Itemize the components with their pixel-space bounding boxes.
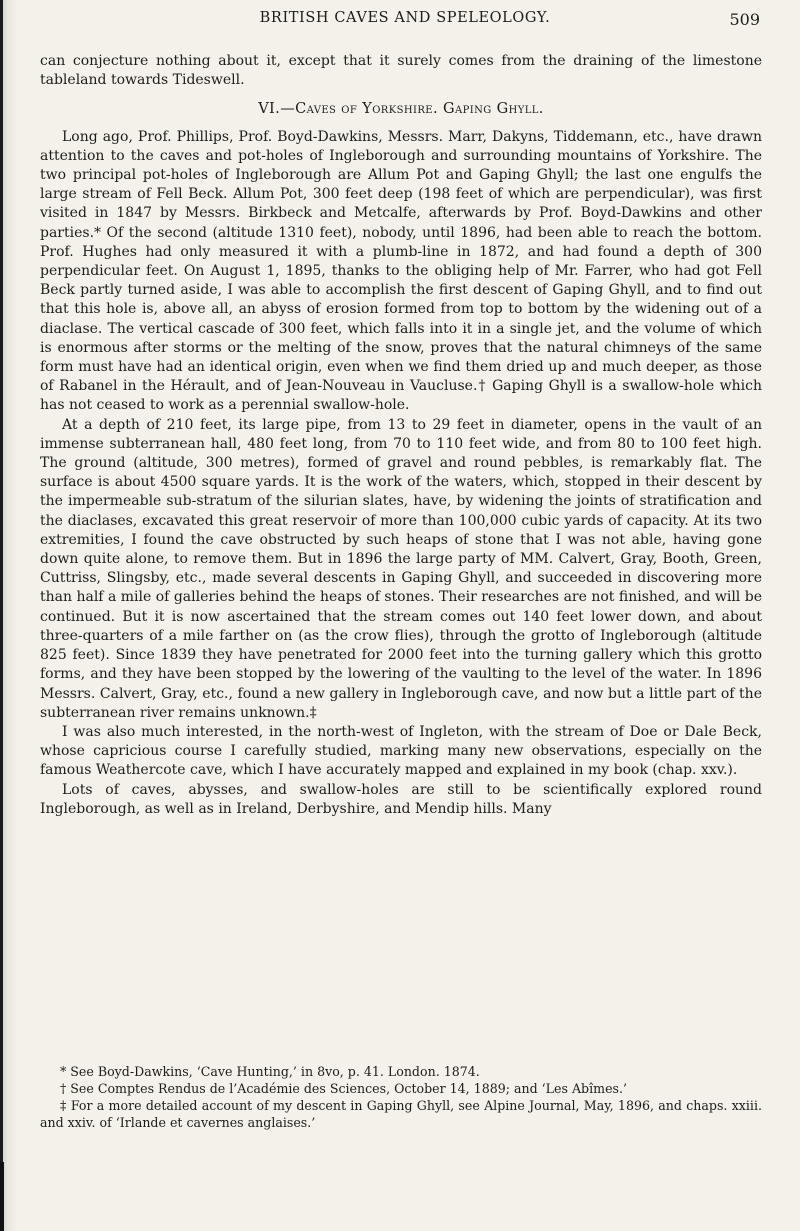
- paragraph: Lots of caves, abysses, and swallow-holes are still to be scientifically explored round Ingleborough, as well as in Ireland, Derbyshire, and Mendip hills. Many: [40, 781, 762, 817]
- running-head: [40, 10, 770, 34]
- page-binding-edge: [0, 0, 18, 1231]
- running-title: BRITISH CAVES AND SPELEOLOGY.: [259, 10, 551, 26]
- page-number: 509: [729, 10, 760, 29]
- binding-shadow: [0, 1162, 4, 1231]
- opening-paragraph: can conjecture nothing about it, except that it surely comes from the draining of the limestone tableland towards Tideswell.: [40, 53, 762, 89]
- paragraph: I was also much interested, in the north-west of Ingleton, with the stream of Doe or Dale Beck, whose capricious course I carefully studied, marking many new observations, especially on the famous Weathercote cave, which I have accurately mapped and explained in my book (chap. xxv.).: [40, 723, 762, 779]
- body-text: [40, 52, 762, 819]
- paragraph: At a depth of 210 feet, its large pipe, from 13 to 29 feet in diameter, opens in the vault of an immense subterranean hall, 480 feet long, from 70 to 110 feet wide, and from 80 to 100 feet high. The ground (altitude, 300 metres), formed of gravel and round pebbles, is remarkably flat. The surface is about 4500 square yards. It is the work of the waters, which, stopped in their descent by the impermeable sub-stratum of the silurian slates, have, by widening the joints of stratification and the diaclases, excavated this great reservoir of more than 100,000 cubic yards of capacity. At its two extremities, I found the cave obstructed by such heaps of stone that I was not able, having gone down quite alone, to remove them. But in 1896 the large party of MM. Calvert, Gray, Booth, Green, Cuttriss, Slingsby, etc., made several descents in Gaping Ghyll, and succeeded in discovering more than half a mile of galleries behind the heaps of stones. Their researches are not finished, and will be continued. But it is now ascertained that the stream comes out 140 feet lower down, and about three-quarters of a mile farther on (as the crow flies), through the grotto of Ingleborough (altitude 825 feet). Since 1839 they have penetrated for 2000 feet into the turning gallery which this grotto forms, and they have been stopped by the lowering of the vaulting to the level of the water. In 1896 Messrs. Calvert, Gray, etc., found a new gallery in Ingleborough cave, and now but a little part of the subterranean river remains unknown.‡: [40, 416, 762, 721]
- footnote: ‡ For a more detailed account of my descent in Gaping Ghyll, see Alpine Journal, May, 1896, and chaps. xxiii. and xxiv. of ‘Irlande et cavernes anglaises.’: [40, 1098, 762, 1130]
- footnote: * See Boyd-Dawkins, ‘Cave Hunting,’ in 8vo, p. 41. London. 1874.: [60, 1064, 480, 1079]
- footnotes: [40, 1063, 762, 1131]
- footnote: † See Comptes Rendus de l’Académie des Sciences, October 14, 1889; and ‘Les Abîmes.’: [60, 1081, 628, 1096]
- paragraph: Long ago, Prof. Phillips, Prof. Boyd-Dawkins, Messrs. Marr, Dakyns, Tiddemann, etc., have drawn attention to the caves and pot-holes of Ingleborough and surrounding mountains of Yorkshire. The two principal pot-holes of Ingleborough are Allum Pot and Gaping Ghyll; the last one engulfs the large stream of Fell Beck. Allum Pot, 300 feet deep (198 feet of which are perpendicular), was first visited in 1847 by Messrs. Birkbeck and Metcalfe, afterwards by Prof. Boyd-Dawkins and other parties.* Of the second (altitude 1310 feet), nobody, until 1896, had been able to reach the bottom. Prof. Hughes had only measured it with a plumb-line in 1872, and had found a depth of 300 perpendicular feet. On August 1, 1895, thanks to the obliging help of Mr. Farrer, who had got Fell Beck partly turned aside, I was able to accomplish the first descent of Gaping Ghyll, and to find out that this hole is, above all, an abyss of erosion formed from top to bottom by the widening out of a diaclase. The vertical cascade of 300 feet, which falls into it in a single jet, and the volume of which is enormous after storms or the melting of the snow, proves that the natural chimneys of the same form must have had an identical origin, even when we find them dried up and much deeper, as those of Rabanel in the Hérault, and of Jean-Nouveau in Vaucluse.† Gaping Ghyll is a swallow-hole which has not ceased to work as a perennial swallow-hole.: [40, 128, 762, 414]
- section-heading: VI.—Caves of Yorkshire. Gaping Ghyll.: [258, 101, 544, 118]
